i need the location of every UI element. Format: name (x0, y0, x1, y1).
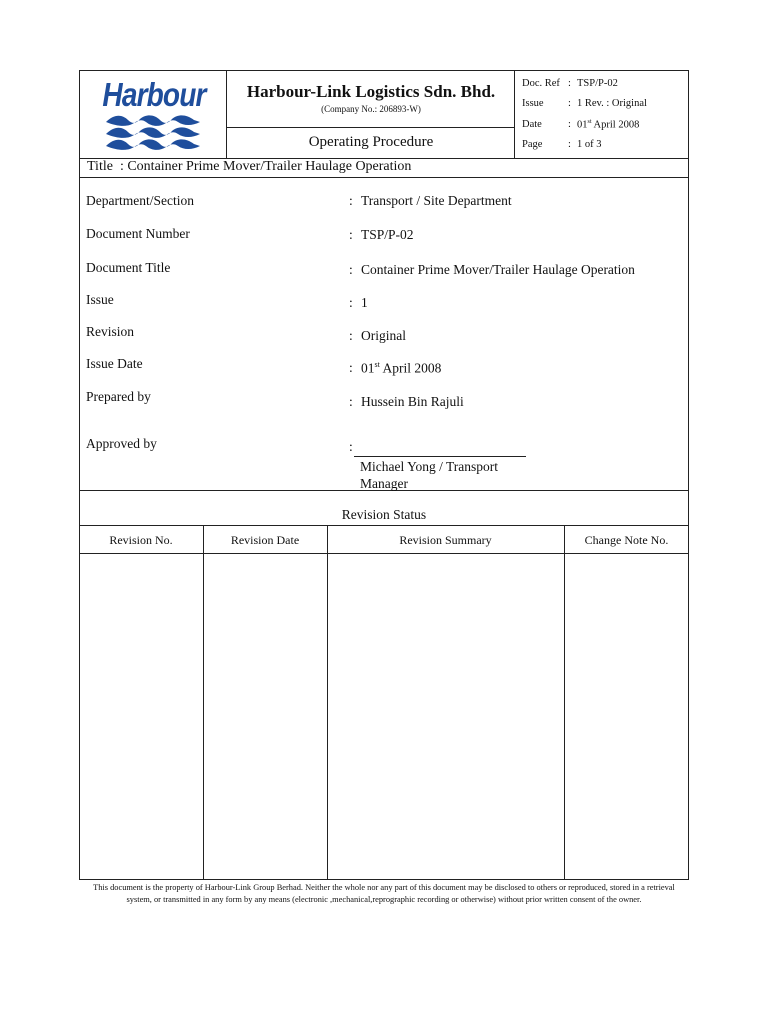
field-colon: : (349, 394, 353, 409)
issue-date-suffix: st (374, 360, 380, 369)
date-suffix: st (587, 119, 592, 125)
page-label: Page (522, 139, 543, 150)
company-name: Harbour-Link Logistics Sdn. Bhd. (246, 82, 496, 101)
harbour-logo-text: Harbour (102, 76, 206, 113)
company-number: (Company No.: 206893-W) (321, 104, 421, 114)
issue-date-rest: April 2008 (379, 360, 442, 376)
issue-date-day: 01 (361, 360, 375, 376)
doc-ref-label: Doc. Ref (522, 78, 560, 89)
field-label-issue-date: Issue Date (86, 356, 143, 371)
field-label-issue: Issue (86, 292, 114, 307)
issue-label: Issue (522, 98, 544, 109)
company-divider (226, 127, 514, 128)
field-label-approved-by: Approved by (86, 436, 157, 451)
field-value-document-title: Container Prime Mover/Trailer Haulage Operation (361, 262, 635, 277)
revision-col-divider (327, 525, 328, 880)
field-value-revision: Original (361, 328, 406, 343)
date-value (577, 119, 639, 131)
field-colon: : (349, 227, 353, 242)
field-label-document-number: Document Number (86, 226, 190, 241)
field-colon: : (349, 262, 353, 277)
date-day: 01 (577, 119, 588, 131)
column-header-change-note-no: Change Note No. (584, 533, 669, 547)
revision-title-line (79, 525, 689, 526)
meta-divider (514, 70, 515, 158)
page-value: 1 of 3 (577, 139, 602, 150)
column-header-revision-summary: Revision Summary (399, 533, 492, 547)
field-value-issue-date (361, 360, 441, 377)
field-colon: : (349, 439, 353, 454)
doc-ref-value: TSP/P-02 (577, 78, 618, 89)
signature-line (354, 456, 526, 457)
field-colon: : (349, 328, 353, 343)
title-row: Title : Container Prime Mover/Trailer Haulage Operation (87, 159, 412, 174)
field-value-prepared-by: Hussein Bin Rajuli (361, 394, 464, 409)
column-header-revision-date: Revision Date (230, 533, 300, 547)
field-value-document-number: TSP/P-02 (361, 227, 414, 242)
title-value: Container Prime Mover/Trailer Haulage Operation (127, 159, 412, 174)
field-value-approved-by: Michael Yong / Transport Manager (360, 459, 499, 491)
meta-colon: : (568, 78, 571, 89)
column-header-revision-no: Revision No. (109, 533, 173, 547)
confidentiality-notice: This document is the property of Harbour-Link Group Berhad. Neither the whole nor any part of this document may be disclosed to others or reproduced, stored in a retrieval system, or transmitted in any form by any means (electronic ,mechanical,reprographic recording or otherwise) without prior written consent of the owner. (93, 883, 675, 904)
field-colon: : (349, 193, 353, 208)
issue-value: 1 Rev. : Original (577, 98, 647, 109)
waves-logo-icon (104, 114, 204, 152)
title-label: Title (87, 159, 113, 174)
meta-colon: : (568, 139, 571, 150)
logo-divider (226, 70, 227, 158)
meta-colon: : (568, 119, 571, 130)
field-label-revision: Revision (86, 324, 135, 339)
document-type: Operating Procedure (308, 134, 434, 150)
field-value-department: Transport / Site Department (361, 193, 512, 208)
title-bottom-line (79, 177, 689, 178)
field-label-department: Department/Section (86, 193, 194, 208)
revision-header-line (79, 553, 689, 554)
field-label-prepared-by: Prepared by (86, 389, 151, 404)
revision-col-divider (564, 525, 565, 880)
date-rest: April 2008 (591, 119, 640, 131)
date-label: Date (522, 119, 542, 130)
revision-col-divider (203, 525, 204, 880)
meta-colon: : (568, 98, 571, 109)
field-colon: : (349, 295, 353, 310)
field-label-document-title: Document Title (86, 260, 171, 275)
field-value-issue: 1 (361, 295, 368, 310)
field-colon: : (349, 360, 353, 375)
revision-status-title: Revision Status (341, 507, 427, 522)
